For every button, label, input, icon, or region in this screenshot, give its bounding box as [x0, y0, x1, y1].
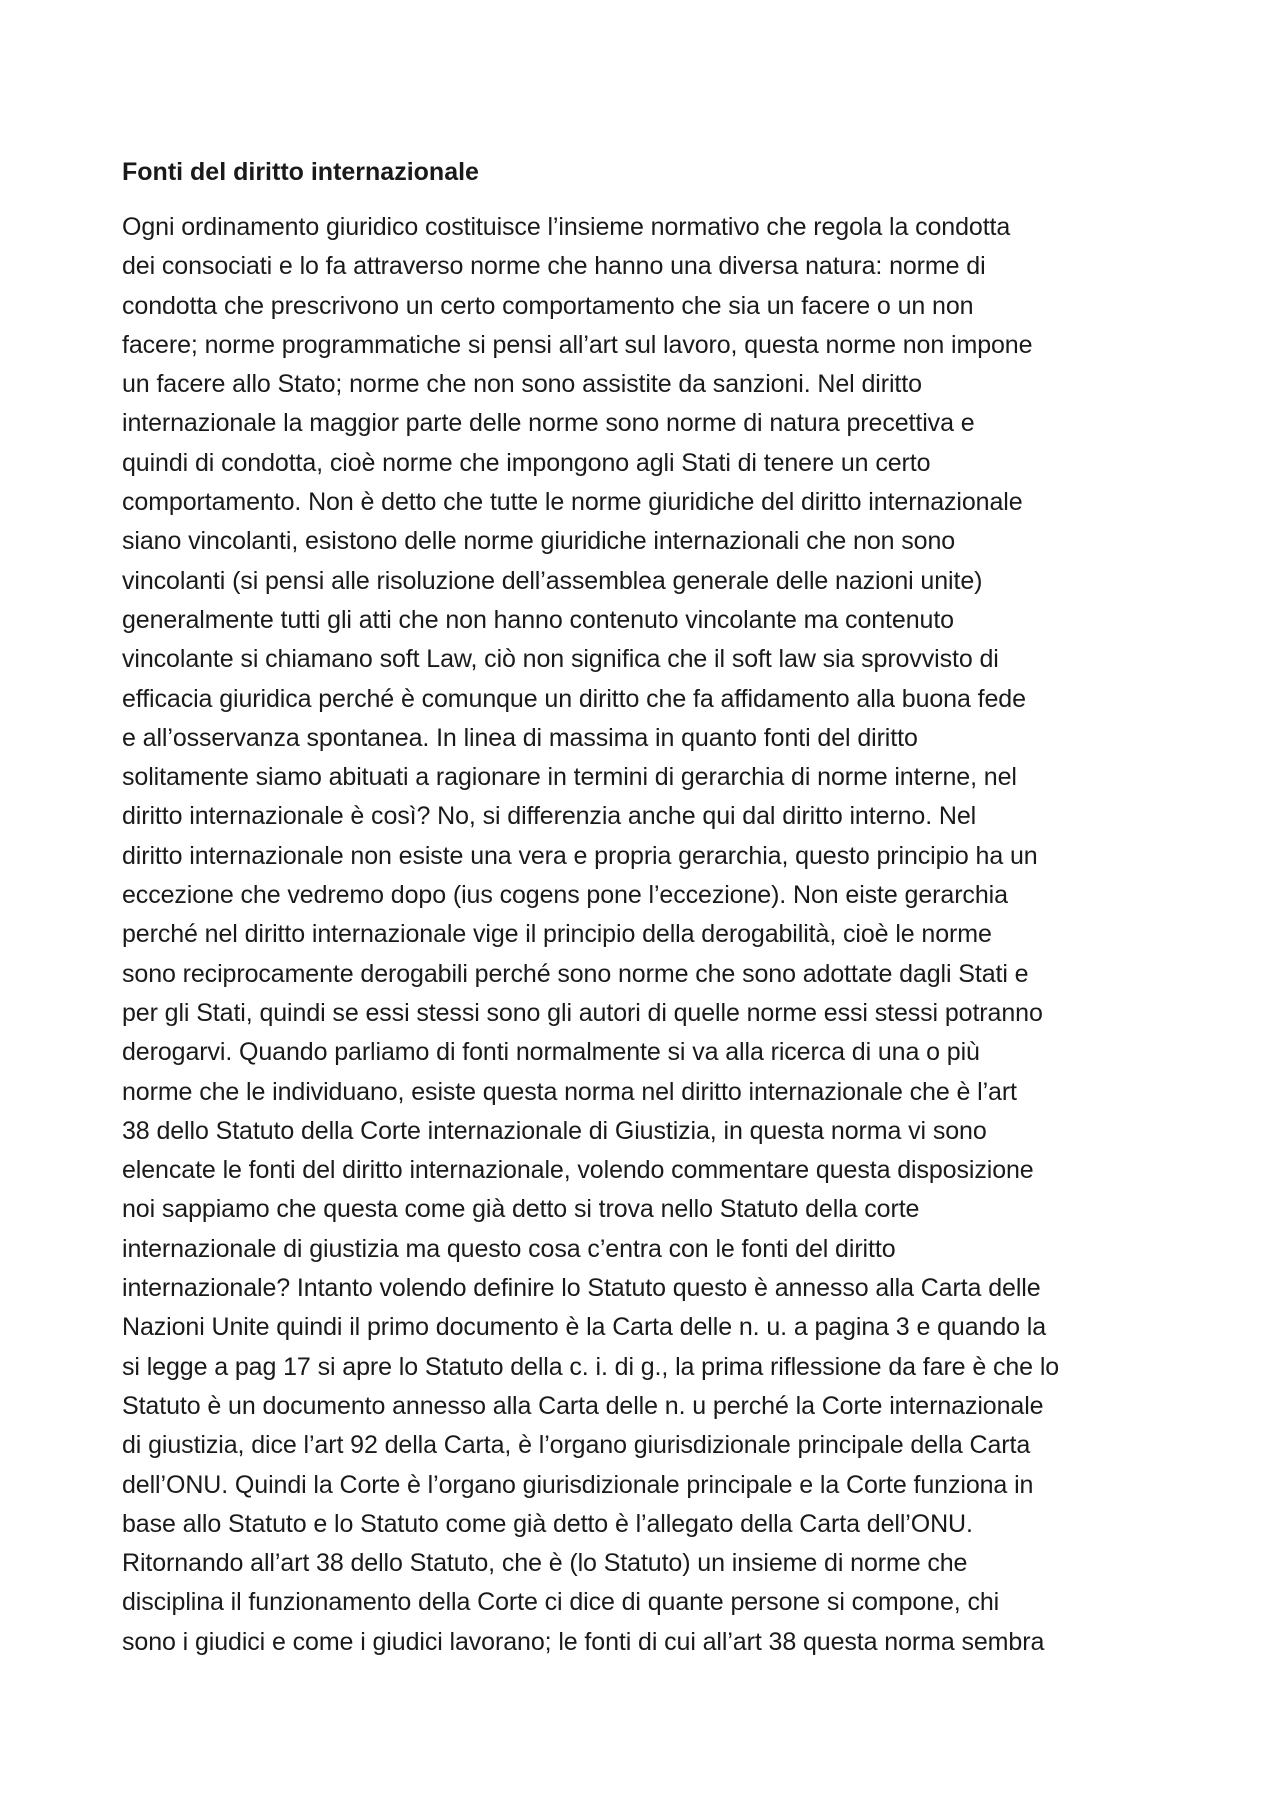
text-line: diritto internazionale non esiste una vera e propria gerarchia, questo principio ha un — [122, 841, 1038, 870]
text-line: 38 dello Statuto della Corte internazionale di Giustizia, in questa norma vi sono — [122, 1116, 987, 1145]
text-line: Ogni ordinamento giuridico costituisce l’insieme normativo che regola la condotta — [122, 213, 1011, 241]
text-line: sono reciprocamente derogabili perché sono norme che sono adottate dagli Stati e — [122, 959, 1029, 988]
text-line: si legge a pag 17 si apre lo Statuto della c. i. di g., la prima riflessione da fare è che lo — [122, 1352, 1060, 1381]
text-line: eccezione che vedremo dopo (ius cogens pone l’eccezione). Non eiste gerarchia — [122, 881, 1008, 910]
text-line: solitamente siamo abituati a ragionare in termini di gerarchia di norme interne, nel — [122, 763, 1017, 792]
text-line: di giustizia, dice l’art 92 della Carta, è l’organo giurisdizionale principale della Carta — [122, 1431, 1031, 1460]
text-line: efficacia giuridica perché è comunque un diritto che fa affidamento alla buona fede — [122, 684, 1026, 713]
text-line: internazionale la maggior parte delle norme sono norme di natura precettiva e — [122, 409, 975, 438]
text-line: internazionale? Intanto volendo definire lo Statuto questo è annesso alla Carta delle — [122, 1274, 1041, 1303]
text-line: base allo Statuto e lo Statuto come già detto è l’allegato della Carta dell’ONU. — [122, 1509, 973, 1538]
text-line: condotta che prescrivono un certo comportamento che sia un facere o un non — [122, 291, 974, 320]
text-line: noi sappiamo che questa come già detto si trova nello Statuto della corte — [122, 1195, 920, 1224]
text-line: siano vincolanti, esistono delle norme giuridiche internazionali che non sono — [122, 527, 956, 556]
text-line: Ritornando all’art 38 dello Statuto, che è (lo Statuto) un insieme di norme che — [122, 1549, 968, 1578]
document-title: Fonti del diritto internazionale — [122, 158, 479, 186]
text-line: facere; norme programmatiche si pensi all’art sul lavoro, questa norme non impone — [122, 330, 1033, 359]
text-line: Statuto è un documento annesso alla Carta delle n. u perché la Corte internazionale — [122, 1391, 1044, 1420]
text-line: dell’ONU. Quindi la Corte è l’organo giurisdizionale principale e la Corte funziona in — [122, 1470, 1034, 1499]
text-line: un facere allo Stato; norme che non sono assistite da sanzioni. Nel diritto — [122, 370, 922, 399]
text-line: generalmente tutti gli atti che non hanno contenuto vincolante ma contenuto — [122, 605, 954, 634]
text-line: elencate le fonti del diritto internazionale, volendo commentare questa disposizione — [122, 1156, 1034, 1185]
text-line: internazionale di giustizia ma questo cosa c’entra con le fonti del diritto — [122, 1234, 896, 1263]
text-line: quindi di condotta, cioè norme che impongono agli Stati di tenere un certo — [122, 448, 931, 477]
text-line: comportamento. Non è detto che tutte le norme giuridiche del diritto internazionale — [122, 488, 1023, 517]
text-line: dei consociati e lo fa attraverso norme che hanno una diversa natura: norme di — [122, 252, 986, 281]
text-line: per gli Stati, quindi se essi stessi sono gli autori di quelle norme essi stessi potranno — [122, 998, 1043, 1027]
text-line: disciplina il funzionamento della Corte ci dice di quante persone si compone, chi — [122, 1588, 1000, 1617]
text-line: vincolante si chiamano soft Law, ciò non significa che il soft law sia sprovvisto di — [122, 645, 999, 674]
text-line: e all’osservanza spontanea. In linea di massima in quanto fonti del diritto — [122, 723, 918, 752]
text-line: Nazioni Unite quindi il primo documento è la Carta delle n. u. a pagina 3 e quando la — [122, 1313, 1047, 1342]
document-body — [122, 208, 1167, 1662]
text-line: sono i giudici e come i giudici lavorano; le fonti di cui all’art 38 questa norma sembra — [122, 1627, 1045, 1656]
text-line: vincolanti (si pensi alle risoluzione dell’assemblea generale delle nazioni unite) — [122, 566, 983, 595]
text-line: perché nel diritto internazionale vige il principio della derogabilità, cioè le norme — [122, 920, 992, 949]
text-line: derogarvi. Quando parliamo di fonti normalmente si va alla ricerca di una o più — [122, 1038, 980, 1067]
text-line: diritto internazionale è così? No, si differenzia anche qui dal diritto interno. Nel — [122, 802, 977, 831]
document-content — [122, 154, 1167, 1662]
text-line: norme che le individuano, esiste questa norma nel diritto internazionale che è l’art — [122, 1077, 1017, 1106]
